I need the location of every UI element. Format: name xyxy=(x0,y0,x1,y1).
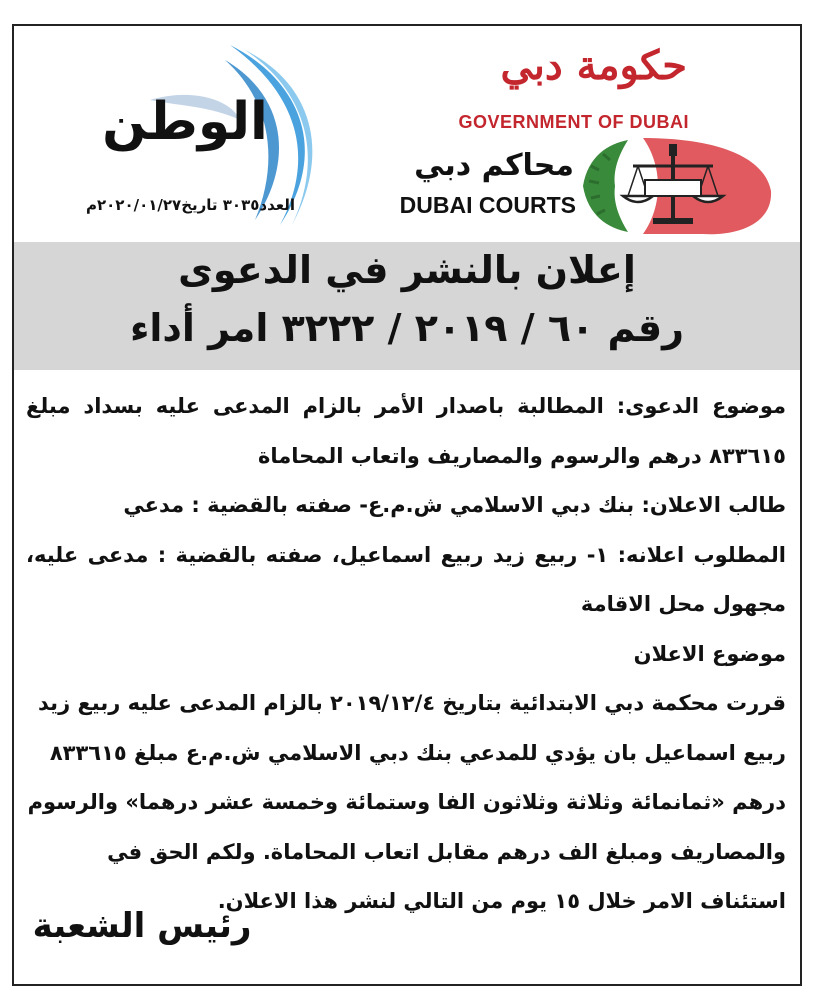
signature-section-head: رئيس الشعبة xyxy=(32,906,252,946)
announcement-title: إعلان بالنشر في الدعوى xyxy=(178,248,636,292)
gov-dubai-arabic-logo: حكومة دبي xyxy=(500,42,687,89)
issue-date-line: العدد٣٠٣٥ تاريخ٢٠٢٠/٠١/٢٧م xyxy=(85,196,295,214)
announcement-body xyxy=(26,382,786,927)
gov-dubai-english: GOVERNMENT OF DUBAI xyxy=(458,112,689,132)
courts-arabic: محاكم دبي xyxy=(414,148,574,183)
newspaper-name: الوطن xyxy=(102,92,268,152)
announcement-subject-heading: موضوع الاعلان xyxy=(633,641,786,666)
case-number: رقم ٦٠ / ٢٠١٩ / ٣٢٢٢ امر أداء xyxy=(129,306,685,350)
court-decision: قررت محكمة دبي الابتدائية بتاريخ ٢٠١٩/١٢/٤ بالزام المدعى عليه ربيع زيد ربيع اسماعيل بان يؤدي للمدعي بنك دبي الاسلامي ش.م.ع مبلغ ٨٣٣٦١٥ درهم «ثمانمائة وثلاثة وثلاثون الفا وستمائة وخمسة عشر درهما» والرسوم والمصاريف ومبلغ الف درهم مقابل اتعاب المحاماة. ولكم الحق في استئناف الامر خلال ١٥ يوم من التالي لنشر هذا الاعلان. xyxy=(27,691,786,913)
scales-of-justice-emblem-icon xyxy=(583,136,773,236)
defendant: المطلوب اعلانه: ١- ربيع زيد ربيع اسماعيل، صفته بالقضية : مدعى عليه، مجهول محل الاقامة xyxy=(26,542,787,616)
case-subject: موضوع الدعوى: المطالبة باصدار الأمر بالزام المدعى عليه بسداد مبلغ ٨٣٣٦١٥ درهم والرسوم والمصاريف واتعاب المحاماة xyxy=(26,394,786,468)
courts-english: DUBAI COURTS xyxy=(399,192,576,218)
requester: طالب الاعلان: بنك دبي الاسلامي ش.م.ع- صفته بالقضية : مدعي xyxy=(123,493,786,517)
title-banner xyxy=(14,242,800,370)
